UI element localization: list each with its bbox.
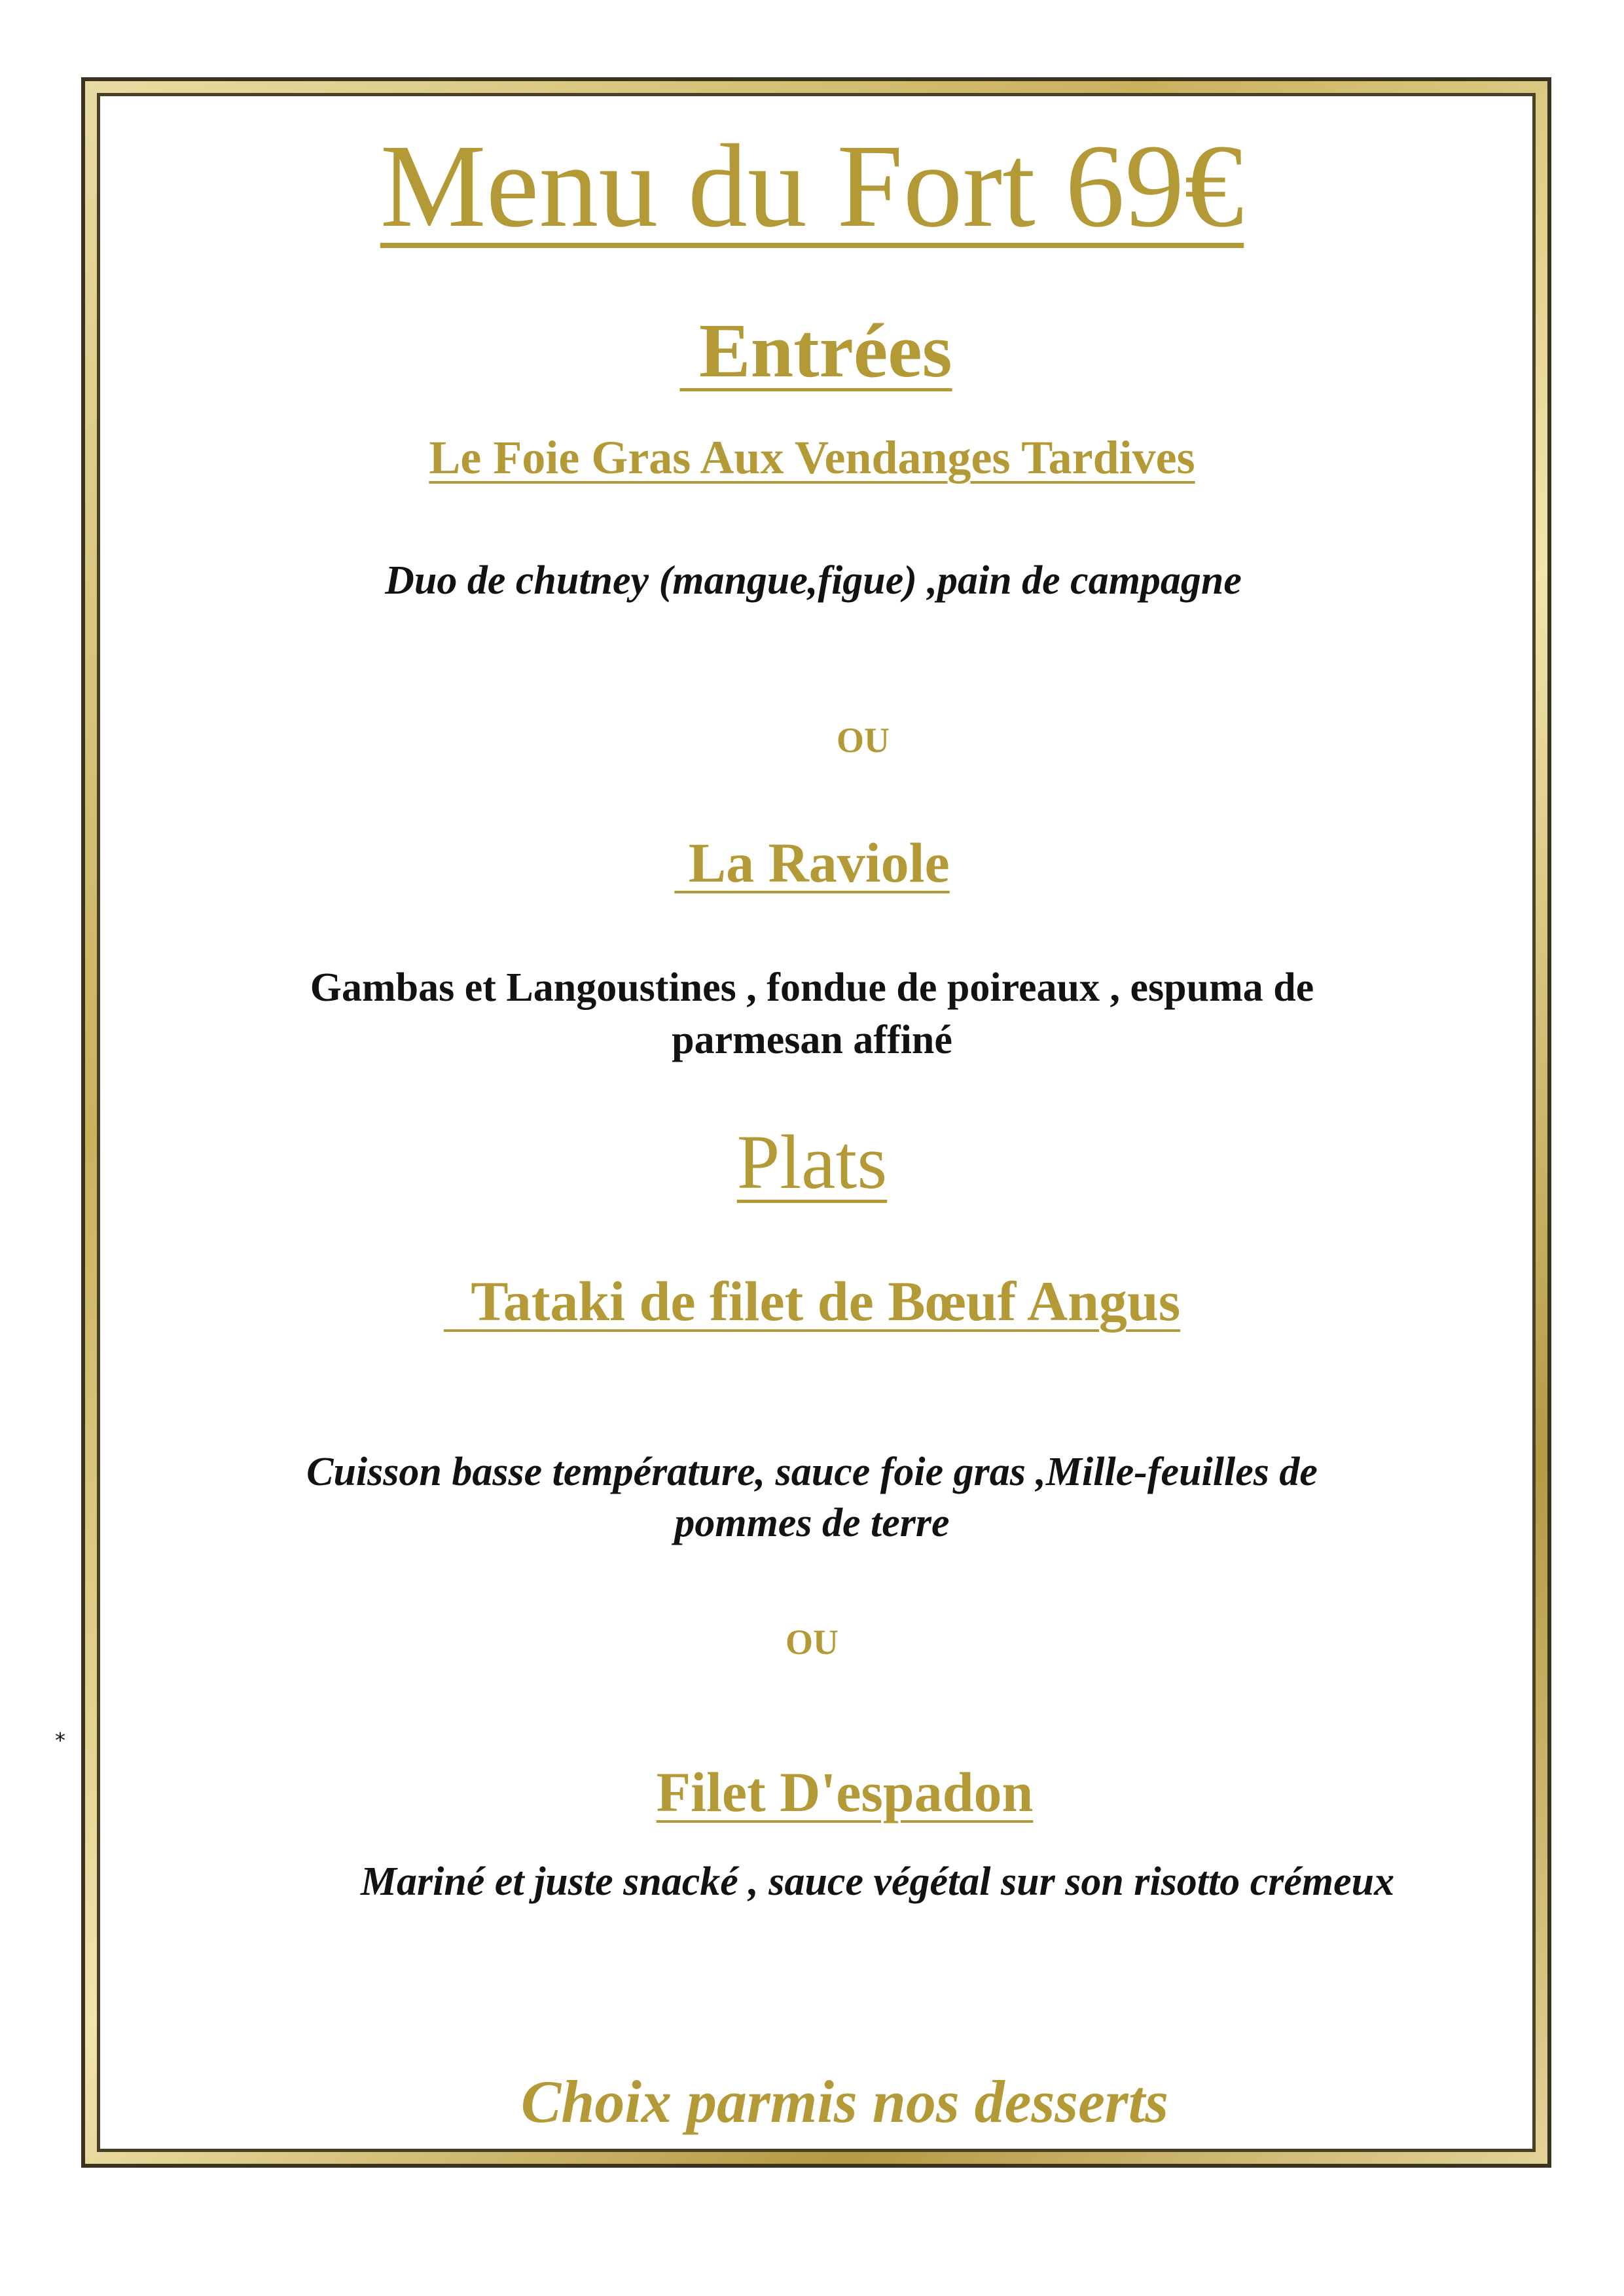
- dish-description-tataki-line1: Cuisson basse température, sauce foie gras ,Mille-feuilles de: [306, 1450, 1318, 1494]
- dish-name-raviole: La Raviole: [674, 831, 950, 894]
- dish-description-raviole-line1: Gambas et Langoustines , fondue de poireaux , espuma de: [310, 965, 1314, 1010]
- dish-name-tataki: Tataki de filet de Bœuf Angus: [443, 1270, 1181, 1333]
- dish-name-espadon: Filet D'espadon: [656, 1761, 1034, 1823]
- desserts-note: Choix parmis nos desserts: [520, 2068, 1169, 2135]
- dish-description-raviole-line2: parmesan affiné: [672, 1018, 952, 1062]
- dish-name-foie-gras: Le Foie Gras Aux Vendanges Tardives: [429, 431, 1195, 484]
- separator-ou-entrees: OU: [837, 721, 890, 760]
- section-heading-entrees: Entrées: [679, 308, 952, 393]
- separator-ou-plats: OU: [785, 1623, 839, 1662]
- menu-title: Menu du Fort 69€: [380, 120, 1244, 252]
- dish-description-espadon: Mariné et juste snacké , sauce végétal sur son risotto crémeux: [360, 1859, 1395, 1904]
- dish-description-foie-gras: Duo de chutney (mangue,figue) ,pain de campagne: [385, 558, 1242, 603]
- margin-mark: *: [55, 1728, 65, 1753]
- section-heading-plats: Plats: [736, 1119, 888, 1205]
- dish-description-tataki-line2: pommes de terre: [674, 1501, 950, 1545]
